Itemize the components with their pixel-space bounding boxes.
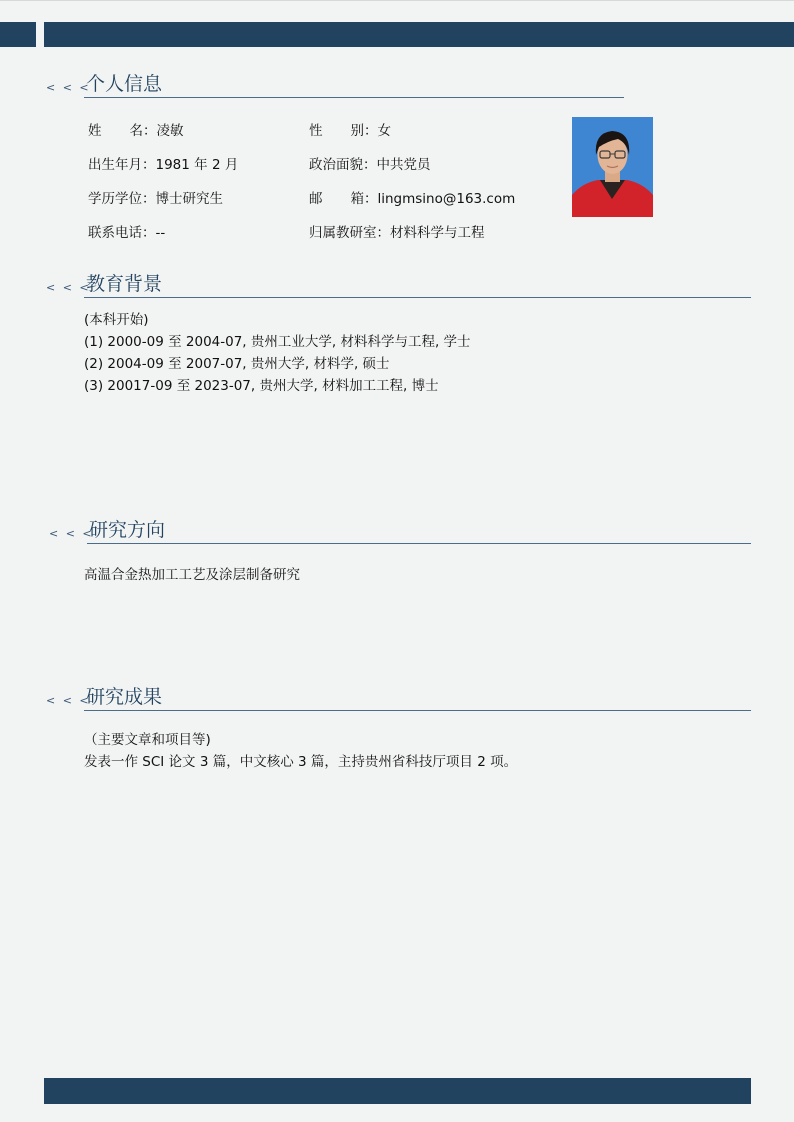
- research-text: 高温合金热加工工艺及涂层制备研究: [84, 567, 300, 583]
- section-education-header: [46, 272, 751, 298]
- achievements-note: （主要文章和项目等): [84, 732, 211, 748]
- header-bar-accent: [0, 22, 36, 47]
- section-title: 研究成果: [86, 686, 163, 708]
- degree-label: 学历学位: [88, 191, 142, 207]
- chevron-icon: < < <: [46, 81, 91, 94]
- section-title: 教育背景: [86, 273, 163, 295]
- section-personal-header: [46, 72, 624, 98]
- section-rule: [87, 543, 751, 544]
- gender-label: 性别: [309, 123, 364, 139]
- name-value: ：凌敏: [143, 123, 184, 139]
- email-field: [309, 187, 515, 207]
- portrait-photo: [572, 117, 653, 217]
- section-title: 研究方向: [89, 519, 166, 541]
- politics-label: 政治面貌: [309, 157, 363, 173]
- phone-value: ：--: [142, 225, 166, 241]
- chevron-icon: < < <: [46, 694, 91, 707]
- chevron-icon: < < <: [49, 527, 94, 540]
- portrait-illustration: [572, 117, 653, 217]
- office-field: [309, 221, 485, 241]
- name-label: 姓名: [88, 123, 143, 139]
- birth-label: 出生年月: [88, 157, 142, 173]
- gender-field: [309, 119, 391, 139]
- email-label: 邮箱: [309, 191, 364, 207]
- politics-field: [309, 153, 431, 173]
- name-field: [88, 119, 184, 139]
- birth-field: [88, 153, 238, 173]
- section-research-header: [49, 518, 751, 544]
- top-divider: [0, 0, 794, 1]
- chevron-icon: < < <: [46, 281, 91, 294]
- section-rule: [84, 297, 751, 298]
- section-rule: [84, 97, 624, 98]
- section-rule: [84, 710, 751, 711]
- birth-value: ：1981 年 2 月: [142, 157, 239, 173]
- office-label: 归属教研室: [309, 225, 377, 241]
- section-achievements-header: [46, 685, 751, 711]
- section-title: 个人信息: [86, 73, 163, 95]
- office-value: ：材料科学与工程: [376, 225, 485, 241]
- education-line: (2) 2004-09 至 2007-07, 贵州大学, 材料学, 硕士: [84, 356, 390, 372]
- education-line: (3) 20017-09 至 2023-07, 贵州大学, 材料加工工程, 博士: [84, 378, 439, 394]
- phone-field: [88, 221, 165, 241]
- education-line: (本科开始): [84, 312, 149, 328]
- email-value: ：lingmsino@163.com: [364, 191, 516, 207]
- achievements-text: 发表一作 SCI 论文 3 篇，中文核心 3 篇，主持贵州省科技厅项目 2 项。: [84, 754, 518, 770]
- gender-value: ：女: [364, 123, 391, 139]
- degree-value: ：博士研究生: [142, 191, 223, 207]
- phone-label: 联系电话: [88, 225, 142, 241]
- degree-field: [88, 187, 223, 207]
- header-bar: [44, 22, 794, 47]
- footer-bar: [44, 1078, 751, 1104]
- education-line: (1) 2000-09 至 2004-07, 贵州工业大学, 材料科学与工程, 学士: [84, 334, 471, 350]
- politics-value: ：中共党员: [363, 157, 431, 173]
